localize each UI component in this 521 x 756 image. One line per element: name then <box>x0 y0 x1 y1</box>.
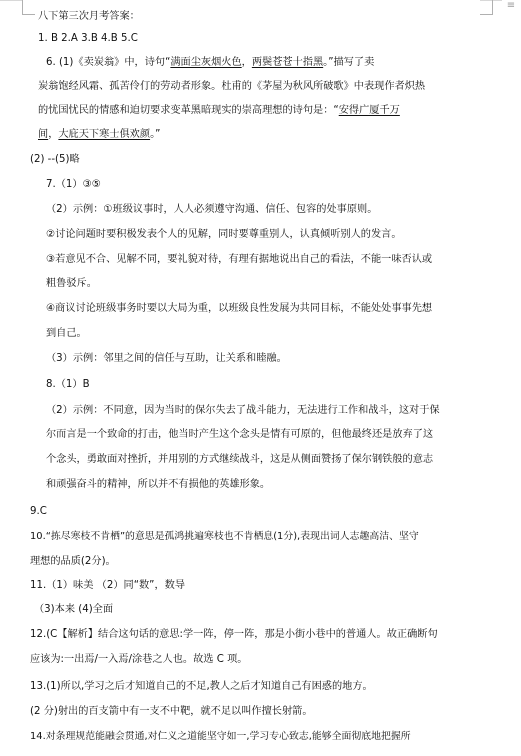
answer-1-5: 1. B 2.A 3.B 4.B 5.C <box>38 33 138 44</box>
q6-text-e: 。” <box>150 129 161 140</box>
answer-6-line1 <box>46 56 517 70</box>
answer-6-line4 <box>38 128 517 142</box>
top-edge-left <box>0 0 22 1</box>
answer-7-2-intro: （2）示例：①班级议事时，人人必须遵守沟通、信任、包容的处事原则。 <box>46 204 378 215</box>
answer-7-2-point2: ②讨论问题时要积极发表个人的见解，同时要尊重别人，认真倾听别人的发言。 <box>46 229 402 240</box>
answer-7-2-point3: ③若意见不合、见解不同，要礼貌对待，有理有据地说出自己的看法，不能一味否认或 <box>46 254 433 265</box>
q6-text-a: 6. (1)《卖炭翁》中，诗句“ <box>46 57 171 68</box>
answer-9: 9.C <box>30 506 47 517</box>
page-corner-mark-left <box>22 0 35 15</box>
q6-sep: ， <box>241 57 252 68</box>
answer-7-2-point4-cont: 到自己。 <box>46 328 87 339</box>
answer-14: 14.对条理规范能融会贯通,对仁义之道能坚守如一,学习专心致志,能够全面彻底地把握所 <box>30 731 411 742</box>
answer-8-2-line1: （2）示例：不同意，因为当时的保尔失去了战斗能力，无法进行工作和战斗，这对于保 <box>46 405 440 416</box>
answer-11-line1: 11.（1）味美 （2）同“数”，数导 <box>30 580 186 591</box>
q6-blank-4a: 间 <box>38 129 49 140</box>
answer-7-2-point4: ④商议讨论班级事务时要以大局为重，以班级良性发展为共同目标，不能处处事事先想 <box>46 303 433 314</box>
q6-blank-1: 满面尘灰烟火色 <box>170 57 242 68</box>
q6-text-d: ， <box>48 129 59 140</box>
answer-12-line2: 应该为:一出焉/一入焉/涂巷之人也。故选 C 项。 <box>30 654 248 665</box>
q6-blank-4b: 大庇天下寒士俱欢颜 <box>58 129 151 140</box>
answer-11-line2: （3)本来 (4)全面 <box>34 604 114 615</box>
answer-13-2: (2 分)射出的百支箭中有一支不中靶，就不足以叫作擅长射箭。 <box>30 706 313 717</box>
answer-10-line1: 10.“拣尽寒枝不肯栖”的意思是孤鸿挑遍寒枝也不肯栖息(1分),表现出词人志趣高洁、坚守 <box>30 531 419 542</box>
answer-8-2-line2: 尔而言是一个致命的打击，他当时产生这个念头是情有可原的，但他最终还是放弃了这 <box>46 429 434 440</box>
answer-10-line2: 理想的品质(2分)。 <box>30 556 116 567</box>
q6-text-b: 。”描写了卖 <box>323 57 375 68</box>
answer-7-3: （3）示例：邻里之间的信任与互助，让关系和睦融。 <box>46 353 287 364</box>
answer-8-2-line3: 个念头，勇敢面对挫折，并用别的方式继续战斗，这是从侧面赞扬了保尔钢铁般的意志 <box>46 454 434 465</box>
answer-7-1: 7.（1）③⑤ <box>46 179 101 190</box>
answer-12-line1: 12.(C【解析】结合这句话的意思:学一阵，停一阵，那是小街小巷中的普通人。故正确断句 <box>30 629 438 640</box>
doc-title: 八下第三次月考答案： <box>38 11 140 22</box>
answer-13-1: 13.(1)所以,学习之后才知道自己的不足,教人之后才知道自己有困惑的地方。 <box>30 681 373 692</box>
answer-6-line2: 炭翁饱经风霜、孤苦伶仃的劳动者形象。杜甫的《茅屋为秋风所破歌》中表现作者炽热 <box>38 81 426 92</box>
q6-text-c: 的忧国忧民的情感和迫切要求变革黑暗现实的崇高理想的诗句是：“ <box>38 105 339 116</box>
answer-8-1: 8.（1）B <box>46 379 90 390</box>
q6-blank-2: 两鬓苍苍十指黑 <box>251 57 324 68</box>
answer-8-2-line4: 和顽强奋斗的精神，所以并不有损他的英雄形象。 <box>46 479 271 490</box>
answer-6-2: (2) --(5)略 <box>30 154 80 165</box>
answer-6-line3 <box>38 104 517 118</box>
menu-icon[interactable]: ≡ <box>506 0 516 11</box>
q6-blank-3: 安得广厦千万 <box>338 105 400 116</box>
answer-7-2-point3-cont: 粗鲁驳斥。 <box>46 278 97 289</box>
